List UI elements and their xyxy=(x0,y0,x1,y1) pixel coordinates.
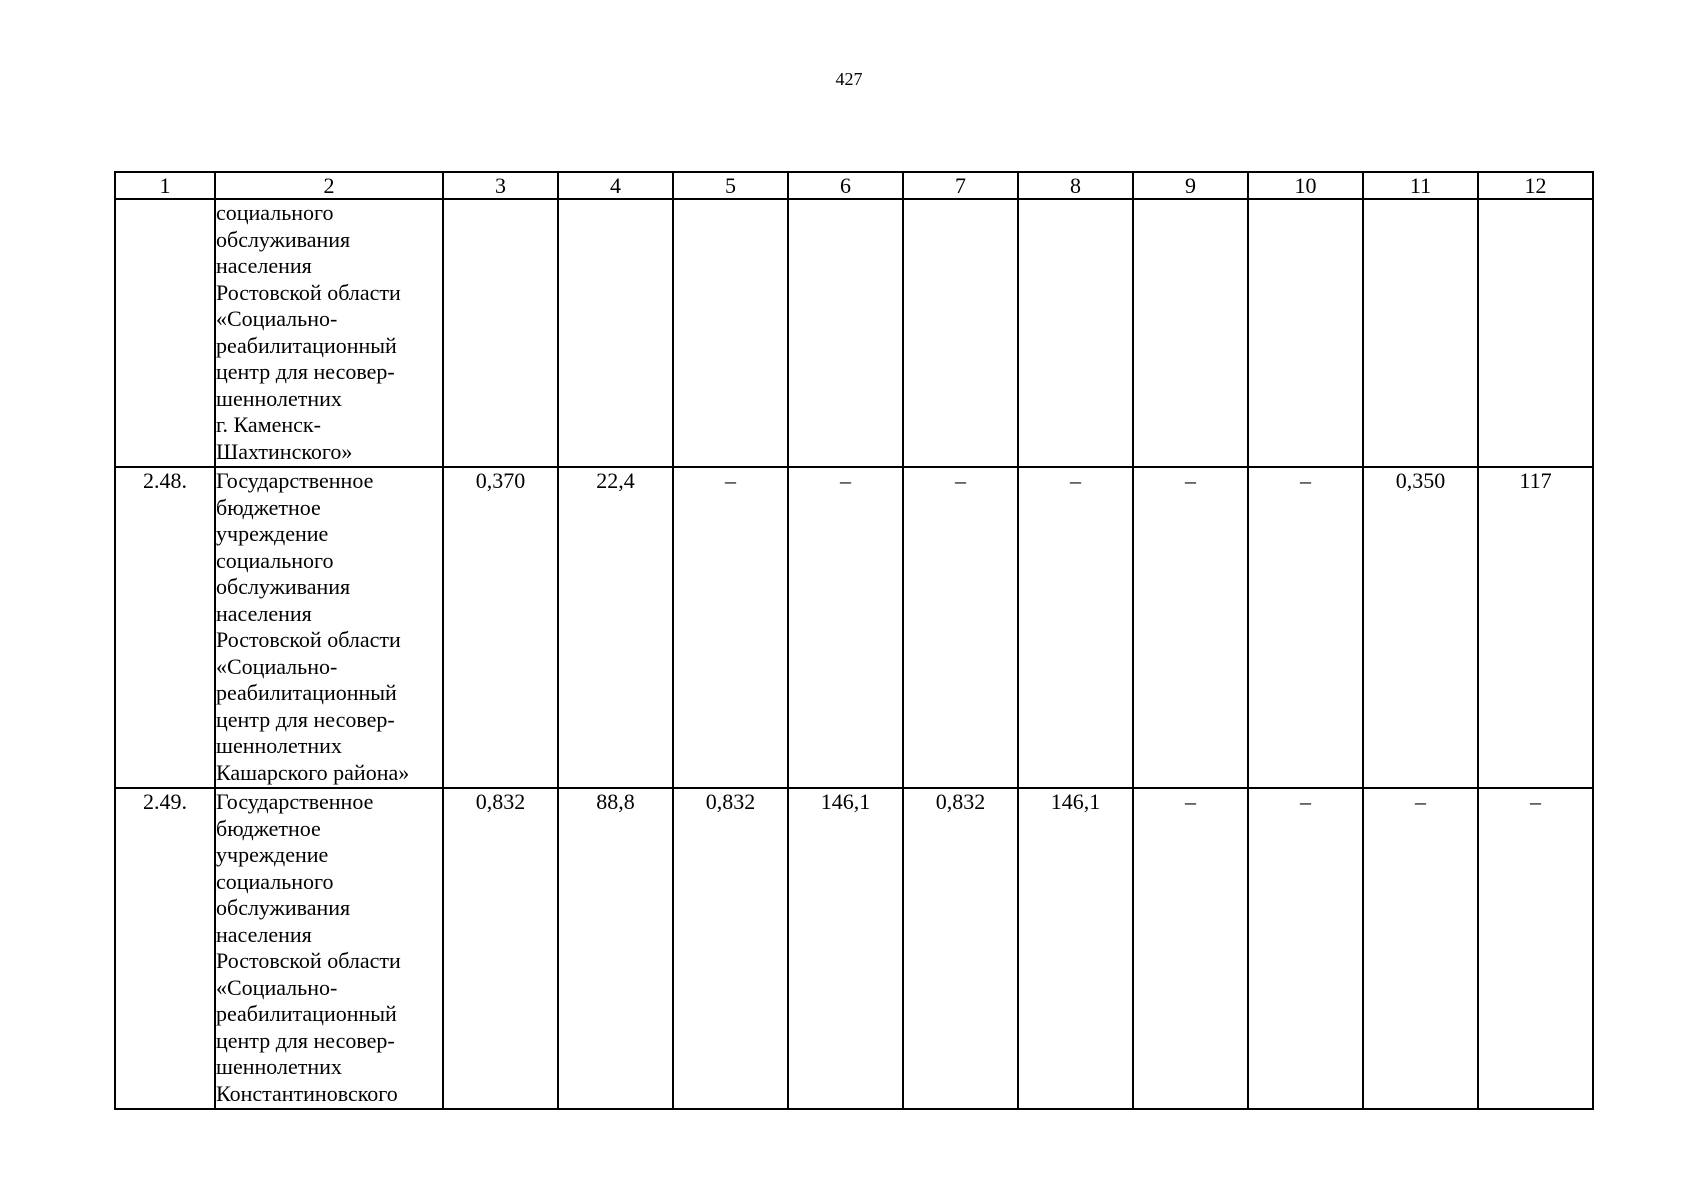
value-cell: – xyxy=(1133,788,1248,1109)
value-cell xyxy=(1478,199,1593,467)
value-cell: – xyxy=(1363,788,1478,1109)
value-cell: 22,4 xyxy=(558,467,673,788)
data-table xyxy=(114,171,1594,1110)
value-cell: – xyxy=(1018,467,1133,788)
value-cell: – xyxy=(673,467,788,788)
value-cell: 146,1 xyxy=(788,788,903,1109)
value-cell xyxy=(673,199,788,467)
column-header: 10 xyxy=(1248,172,1363,199)
value-cell xyxy=(1248,199,1363,467)
value-cell: 146,1 xyxy=(1018,788,1133,1109)
value-cell: 0,370 xyxy=(443,467,558,788)
column-header: 5 xyxy=(673,172,788,199)
row-number-cell: 2.48. xyxy=(115,467,215,788)
value-cell: – xyxy=(1133,467,1248,788)
value-cell xyxy=(788,199,903,467)
value-cell: – xyxy=(1248,467,1363,788)
value-cell xyxy=(1133,199,1248,467)
column-header: 3 xyxy=(443,172,558,199)
value-cell: 0,350 xyxy=(1363,467,1478,788)
column-header: 4 xyxy=(558,172,673,199)
table-row xyxy=(115,199,1593,467)
column-header: 6 xyxy=(788,172,903,199)
column-header: 7 xyxy=(903,172,1018,199)
table-row xyxy=(115,467,1593,788)
table-row xyxy=(115,788,1593,1109)
column-header: 9 xyxy=(1133,172,1248,199)
value-cell xyxy=(443,199,558,467)
column-header: 12 xyxy=(1478,172,1593,199)
value-cell: 117 xyxy=(1478,467,1593,788)
value-cell xyxy=(558,199,673,467)
institution-name-cell: социального обслуживания населения Ростовской области «Социально- реабилитационный центр для несовер- шеннолетних г. Каменск- Шахтинского» xyxy=(215,199,443,467)
value-cell: 0,832 xyxy=(673,788,788,1109)
column-header: 1 xyxy=(115,172,215,199)
value-cell: 0,832 xyxy=(903,788,1018,1109)
institution-name-cell: Государственное бюджетное учреждение социального обслуживания населения Ростовской области «Социально- реабилитационный центр для несовер- шеннолетних Константиновского xyxy=(215,788,443,1109)
value-cell: 0,832 xyxy=(443,788,558,1109)
column-header: 8 xyxy=(1018,172,1133,199)
value-cell: 88,8 xyxy=(558,788,673,1109)
column-header-row xyxy=(115,172,1593,199)
column-header: 2 xyxy=(215,172,443,199)
value-cell xyxy=(1018,199,1133,467)
row-number-cell: 2.49. xyxy=(115,788,215,1109)
value-cell xyxy=(1363,199,1478,467)
column-header: 11 xyxy=(1363,172,1478,199)
value-cell xyxy=(903,199,1018,467)
value-cell: – xyxy=(903,467,1018,788)
value-cell: – xyxy=(1478,788,1593,1109)
value-cell: – xyxy=(1248,788,1363,1109)
value-cell: – xyxy=(788,467,903,788)
row-number-cell xyxy=(115,199,215,467)
page-number: 427 xyxy=(835,69,863,89)
institution-name-cell: Государственное бюджетное учреждение социального обслуживания населения Ростовской области «Социально- реабилитационный центр для несовер- шеннолетних Кашарского района» xyxy=(215,467,443,788)
